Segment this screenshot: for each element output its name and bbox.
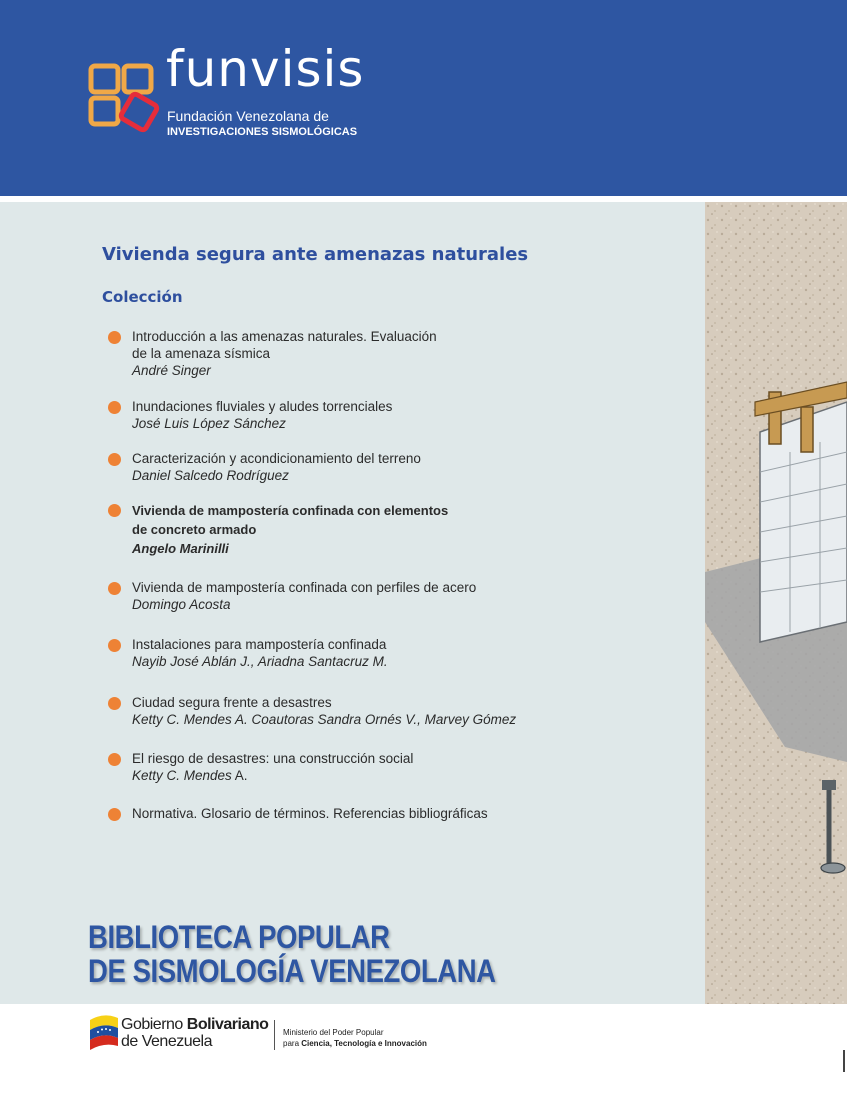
item-title-line: El riesgo de desastres: una construcción social xyxy=(132,751,414,766)
bullet-icon xyxy=(108,639,121,652)
venezuela-flag-icon xyxy=(88,1012,120,1050)
bullet-icon xyxy=(108,808,121,821)
item-title-line: Inundaciones fluviales y aludes torrenciales xyxy=(132,399,393,414)
gobierno-line1: Gobierno Bolivariano xyxy=(121,1016,269,1033)
item-title-line: de la amenaza sísmica xyxy=(132,346,271,361)
gobierno-line2: de Venezuela xyxy=(121,1033,212,1050)
item-title-line: Vivienda de mampostería confinada con elementos xyxy=(132,503,449,518)
bullet-icon xyxy=(108,504,121,517)
construction-illustration xyxy=(705,202,847,1004)
logo-subtitle-bold: INVESTIGACIONES SISMOLÓGICAS xyxy=(167,126,358,138)
logo-subtitle: Fundación Venezolana de xyxy=(167,108,329,124)
ministerio-line2: para Ciencia, Tecnología e Innovación xyxy=(283,1039,427,1048)
item-title-line: Vivienda de mampostería confinada con perfiles de acero xyxy=(132,580,477,595)
item-author: Nayib José Ablán J., Ariadna Santacruz M. xyxy=(132,654,388,669)
collection-subtitle: Colección xyxy=(102,288,183,306)
logo-wordmark: funvisis xyxy=(166,40,365,98)
item-author: Daniel Salcedo Rodríguez xyxy=(132,468,289,483)
item-author: Ketty C. Mendes xyxy=(132,768,232,783)
item-title-line: de concreto armado xyxy=(132,522,257,537)
item-author: Domingo Acosta xyxy=(132,597,231,612)
item-author: José Luis López Sánchez xyxy=(132,416,286,431)
bullet-icon xyxy=(108,582,121,595)
item-author: Angelo Marinilli xyxy=(132,541,229,556)
ministerio-line1: Ministerio del Poder Popular xyxy=(283,1028,384,1037)
biblioteca-heading xyxy=(88,920,496,988)
item-author-suffix: A. xyxy=(231,768,248,783)
item-title-line: Ciudad segura frente a desastres xyxy=(132,695,332,710)
biblioteca-line: DE SISMOLOGÍA VENEZOLANA xyxy=(88,953,496,989)
biblioteca-line: BIBLIOTECA POPULAR xyxy=(88,919,390,955)
item-title-line: Introducción a las amenazas naturales. Evaluación xyxy=(132,329,437,344)
funvisis-logo-icon xyxy=(86,54,162,140)
bullet-icon xyxy=(108,697,121,710)
footer-divider xyxy=(274,1020,275,1050)
item-title-line: Normativa. Glosario de términos. Referencias bibliográficas xyxy=(132,806,488,821)
bullet-icon xyxy=(108,331,121,344)
item-author: André Singer xyxy=(132,363,211,378)
bullet-icon xyxy=(108,753,121,766)
item-title-line: Instalaciones para mampostería confinada xyxy=(132,637,387,652)
corner-mark xyxy=(843,1050,845,1072)
bullet-icon xyxy=(108,401,121,414)
item-title-line: Caracterización y acondicionamiento del terreno xyxy=(132,451,421,466)
item-author: Ketty C. Mendes A. Coautoras Sandra Ornés V., Marvey Gómez xyxy=(132,712,517,727)
bullet-icon xyxy=(108,453,121,466)
collection-title: Vivienda segura ante amenazas naturales xyxy=(102,244,529,265)
